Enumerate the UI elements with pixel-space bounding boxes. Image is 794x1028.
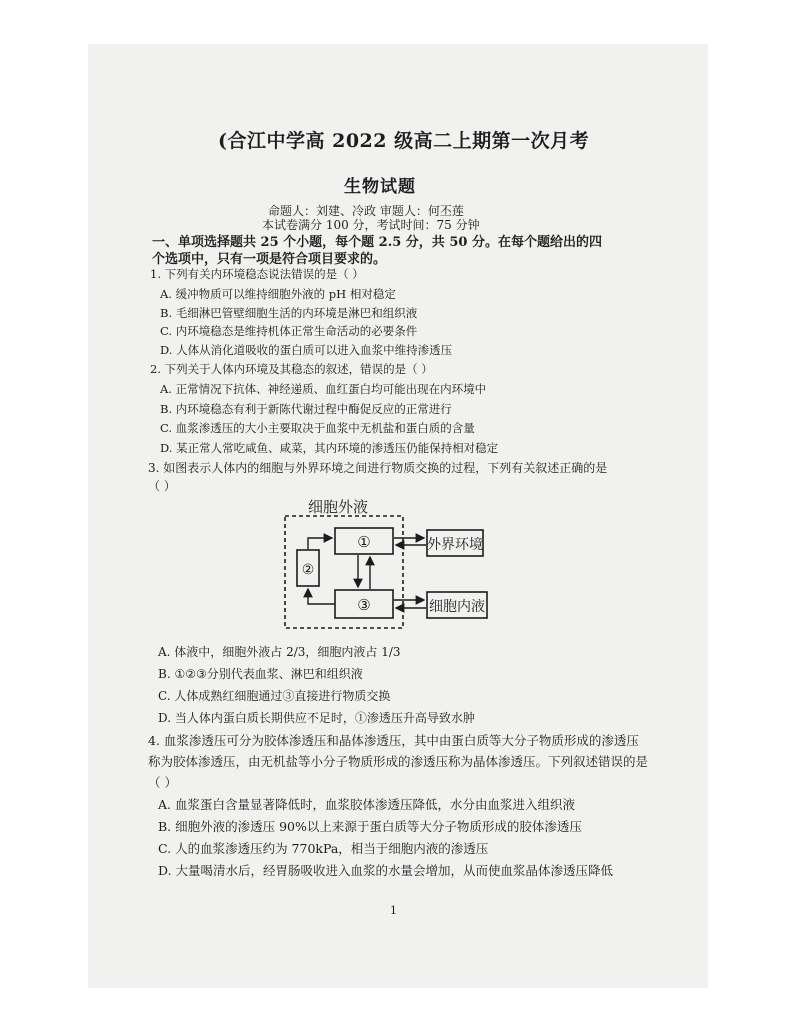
question-4-option-a: A. 血浆蛋白含量显著降低时，血浆胶体渗透压降低，水分由血浆进入组织液 [158, 797, 575, 812]
exam-subtitle: 生物试题 [344, 177, 416, 197]
intracellular-fluid-label: 细胞内液 [429, 599, 485, 615]
question-1-option-d: D. 人体从消化道吸收的蛋白质可以进入血浆中维持渗透压 [160, 343, 453, 357]
question-4-stem-line2: 称为胶体渗透压，由无机盐等小分子物质形成的渗透压称为晶体渗透压。下列叙述错误的是 [148, 754, 649, 769]
question-2-option-d: D. 某正常人常吃咸鱼、咸菜，其内环境的渗透压仍能保持相对稳定 [160, 441, 499, 455]
question-3-option-c: C. 人体成熟红细胞通过③直接进行物质交换 [158, 689, 391, 703]
page-number: 1 [390, 904, 397, 917]
question-4-answer-blank: （ ） [148, 775, 177, 790]
node-1-label: ① [357, 533, 371, 551]
question-3-option-a: A. 体液中，细胞外液占 2/3，细胞内液占 1/3 [158, 645, 401, 659]
authors-line: 命题人：刘建、冷政 审题人：何丕莲 [268, 204, 464, 218]
question-3-stem: 3. 如图表示人体内的细胞与外界环境之间进行物质交换的过程，下列有关叙述正确的是 [148, 461, 608, 475]
question-4-option-b: B. 细胞外液的渗透压 90%以上来源于蛋白质等大分子物质形成的胶体渗透压 [158, 819, 582, 834]
node-2-label: ② [301, 562, 315, 578]
question-4-option-d: D. 大量喝清水后，经胃肠吸收进入血浆的水量会增加，从而使血浆晶体渗透压降低 [158, 863, 614, 878]
question-2-option-a: A. 正常情况下抗体、神经递质、血红蛋白均可能出现在内环境中 [160, 382, 487, 396]
question-4-option-c: C. 人的血浆渗透压约为 770kPa，相当于细胞内液的渗透压 [158, 841, 489, 856]
node-3-label: ③ [357, 596, 371, 614]
exchange-diagram [280, 494, 500, 634]
question-1-option-a: A. 缓冲物质可以维持细胞外液的 pH 相对稳定 [160, 287, 396, 301]
section-heading-line1: 一、单项选择题共 25 个小题，每个题 2.5 分，共 50 分。在每个题给出的四 [152, 235, 602, 250]
question-3-answer-blank: （ ） [148, 479, 176, 493]
exam-title: (合江中学高 2022 级高二上期第一次月考 [218, 130, 590, 152]
question-1-option-c: C. 内环境稳态是维持机体正常生命活动的必要条件 [160, 324, 418, 338]
question-3-option-d: D. 当人体内蛋白质长期供应不足时，①渗透压升高导致水肿 [158, 711, 475, 725]
section-heading-line2: 个选项中，只有一项是符合项目要求的。 [152, 252, 387, 267]
question-1-option-b: B. 毛细淋巴管壁细胞生活的内环境是淋巴和组织液 [160, 306, 418, 320]
exam-info-line: 本试卷满分 100 分，考试时间：75 分钟 [262, 218, 480, 232]
question-1-stem: 1. 下列有关内环境稳态说法错误的是（ ） [150, 267, 364, 281]
question-2-option-c: C. 血浆渗透压的大小主要取决于血浆中无机盐和蛋白质的含量 [160, 421, 475, 435]
question-2-option-b: B. 内环境稳态有利于新陈代谢过程中酶促反应的正常进行 [160, 402, 452, 416]
outer-label: 细胞外液 [308, 498, 369, 516]
question-3-option-b: B. ①②③分别代表血浆、淋巴和组织液 [158, 667, 363, 681]
question-4-stem-line1: 4. 血浆渗透压可分为胶体渗透压和晶体渗透压，其中由蛋白质等大分子物质形成的渗透压 [148, 733, 639, 748]
external-environment-label: 外界环境 [427, 537, 483, 553]
question-2-stem: 2. 下列关于人体内环境及其稳态的叙述，错误的是（ ） [150, 362, 433, 376]
